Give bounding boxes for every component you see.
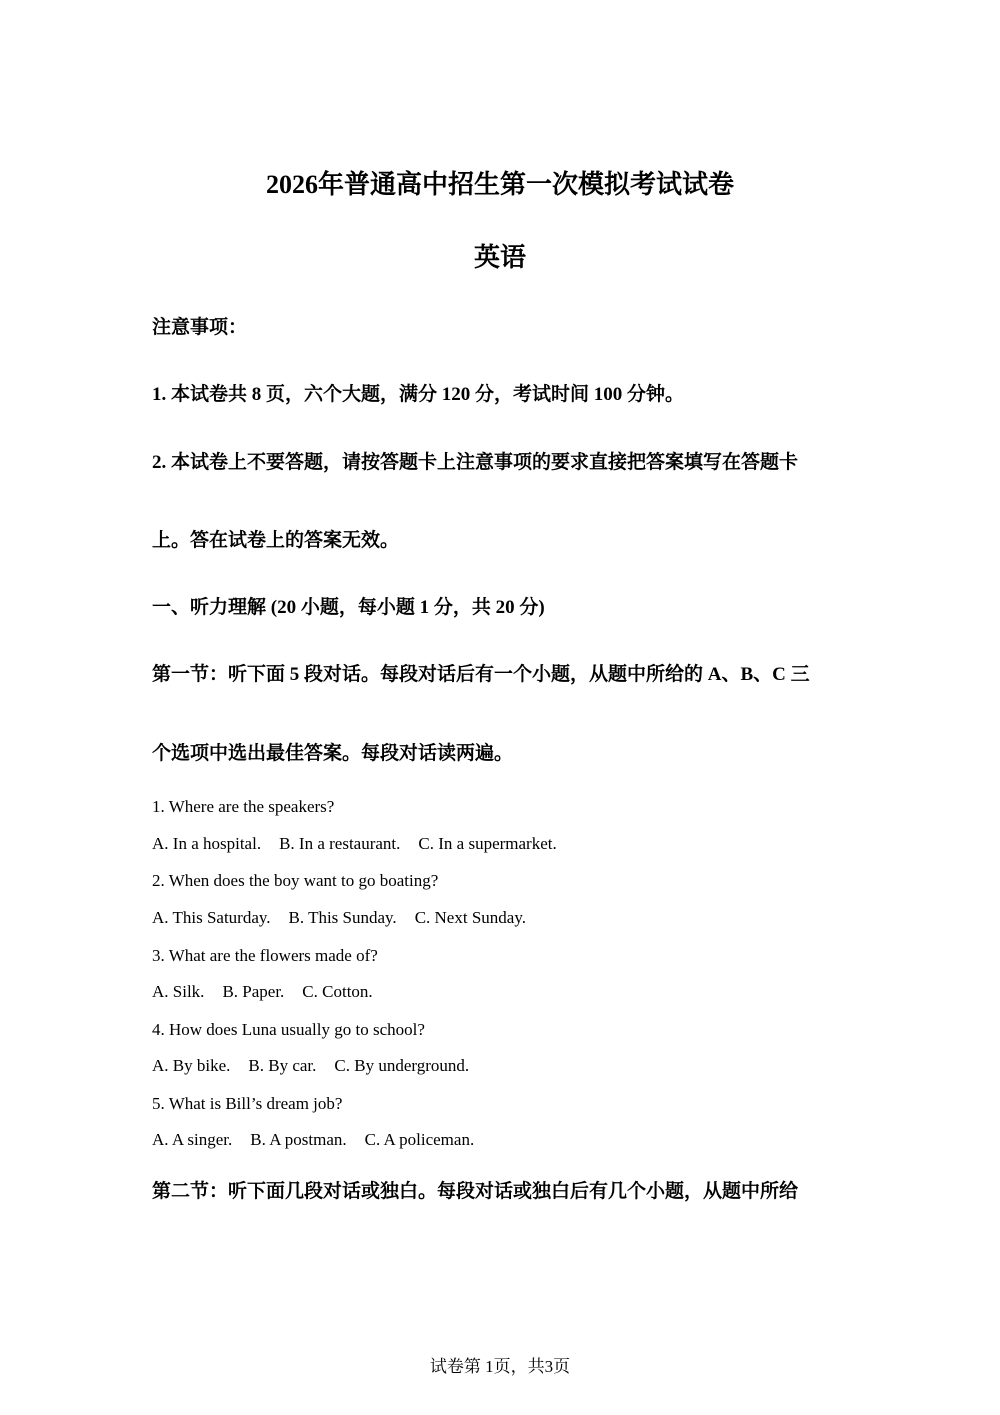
subject-title: 英语	[473, 243, 526, 272]
option-c: C. Next Sunday.	[414, 908, 526, 927]
option-a: A. By bike.	[152, 1056, 231, 1075]
option-a: A. In a hospital.	[152, 834, 262, 853]
question-options	[152, 1055, 852, 1077]
section-title-listening: 一、听力理解 (20 小题，每小题 1 分，共 20 分)	[152, 597, 545, 618]
notice-label: 注意事项：	[152, 317, 248, 338]
question-options	[152, 833, 852, 855]
question-options	[152, 907, 852, 929]
exam-title: 2026年普通高中招生第一次模拟考试试卷	[265, 170, 734, 199]
question-stem: 2. When does the boy want to go boating?	[152, 871, 439, 890]
option-b: B. In a restaurant.	[279, 834, 401, 853]
option-c: C. Cotton.	[302, 982, 373, 1001]
part1-instructions-line1: 第一节：听下面 5 段对话。每段对话后有一个小题，从题中所给的 A、B、C 三	[152, 664, 810, 685]
option-b: B. A postman.	[250, 1130, 347, 1149]
question-stem: 5. What is Bill’s dream job?	[152, 1094, 343, 1113]
part2-instructions-line1: 第二节：听下面几段对话或独白。每段对话或独白后有几个小题，从题中所给	[152, 1181, 799, 1202]
option-a: A. This Saturday.	[152, 908, 271, 927]
notice-item-2: 2. 本试卷上不要答题，请按答题卡上注意事项的要求直接把答案填写在答题卡	[152, 452, 799, 473]
question-options	[152, 1129, 852, 1151]
option-c: C. In a supermarket.	[418, 834, 557, 853]
question-stem: 1. Where are the speakers?	[152, 797, 335, 816]
option-c: C. A policeman.	[364, 1130, 475, 1149]
question-stem: 3. What are the flowers made of?	[152, 946, 378, 965]
page-footer: 试卷第 1页，共3页	[429, 1357, 571, 1376]
option-b: B. This Sunday.	[288, 908, 397, 927]
question-options	[152, 981, 852, 1003]
notice-item-2-continued: 上。答在试卷上的答案无效。	[152, 530, 400, 551]
option-b: B. By car.	[248, 1056, 317, 1075]
question-stem: 4. How does Luna usually go to school?	[152, 1020, 425, 1039]
part1-instructions-line2: 个选项中选出最佳答案。每段对话读两遍。	[152, 743, 514, 764]
notice-item-1: 1. 本试卷共 8 页，六个大题，满分 120 分，考试时间 100 分钟。	[152, 384, 685, 405]
option-a: A. A singer.	[152, 1130, 233, 1149]
option-c: C. By underground.	[334, 1056, 470, 1075]
option-a: A. Silk.	[152, 982, 205, 1001]
option-b: B. Paper.	[222, 982, 285, 1001]
